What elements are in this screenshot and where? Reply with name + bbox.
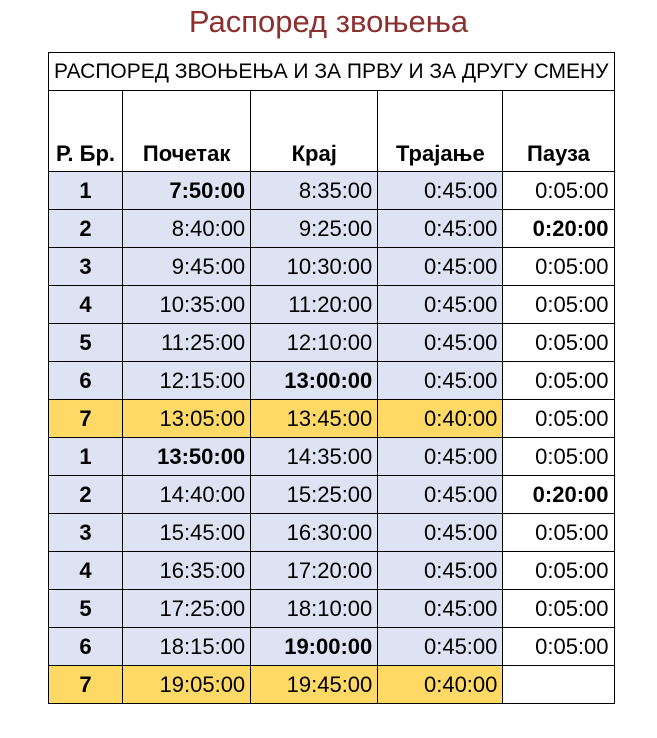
cell-start: 18:15:00	[123, 628, 251, 666]
cell-start: 11:25:00	[123, 324, 251, 362]
cell-number: 7	[49, 400, 123, 438]
cell-start: 10:35:00	[123, 286, 251, 324]
page-title: Распоред звоњења	[188, 4, 469, 39]
cell-pause: 0:20:00	[503, 210, 614, 248]
table-row	[49, 552, 615, 590]
cell-duration: 0:45:00	[378, 324, 503, 362]
cell-start: 13:05:00	[123, 400, 251, 438]
cell-end: 12:10:00	[251, 324, 378, 362]
table-row	[49, 514, 615, 552]
cell-number: 2	[49, 476, 123, 514]
cell-number: 3	[49, 514, 123, 552]
cell-end: 18:10:00	[251, 590, 378, 628]
column-header-end: Крај	[251, 91, 378, 172]
cell-number: 5	[49, 590, 123, 628]
table-heading-row	[49, 53, 615, 91]
cell-end: 10:30:00	[251, 248, 378, 286]
column-header-duration: Трајање	[378, 91, 503, 172]
bell-schedule-table	[48, 52, 615, 704]
column-header-row	[49, 91, 615, 172]
cell-pause: 0:05:00	[503, 362, 614, 400]
cell-pause: 0:05:00	[503, 286, 614, 324]
column-header-pause: Пауза	[503, 91, 614, 172]
table-row	[49, 476, 615, 514]
cell-number: 4	[49, 552, 123, 590]
cell-duration: 0:45:00	[378, 628, 503, 666]
cell-duration: 0:45:00	[378, 476, 503, 514]
cell-end: 19:00:00	[251, 628, 378, 666]
cell-end: 13:45:00	[251, 400, 378, 438]
cell-start: 19:05:00	[123, 666, 251, 704]
cell-duration: 0:45:00	[378, 210, 503, 248]
cell-start: 17:25:00	[123, 590, 251, 628]
cell-pause: 0:05:00	[503, 628, 614, 666]
cell-duration: 0:45:00	[378, 514, 503, 552]
table-row	[49, 666, 615, 704]
cell-duration: 0:40:00	[378, 666, 503, 704]
cell-start: 16:35:00	[123, 552, 251, 590]
cell-number: 5	[49, 324, 123, 362]
cell-end: 16:30:00	[251, 514, 378, 552]
column-header-start: Почетак	[123, 91, 251, 172]
table-row	[49, 324, 615, 362]
cell-end: 9:25:00	[251, 210, 378, 248]
cell-duration: 0:45:00	[378, 248, 503, 286]
cell-duration: 0:45:00	[378, 172, 503, 210]
table-row	[49, 286, 615, 324]
cell-number: 2	[49, 210, 123, 248]
cell-start: 9:45:00	[123, 248, 251, 286]
table-row	[49, 362, 615, 400]
cell-end: 15:25:00	[251, 476, 378, 514]
cell-end: 14:35:00	[251, 438, 378, 476]
cell-duration: 0:45:00	[378, 552, 503, 590]
cell-number: 6	[49, 628, 123, 666]
column-header-number: Р. Бр.	[49, 91, 123, 172]
cell-number: 1	[49, 172, 123, 210]
table-row	[49, 590, 615, 628]
cell-pause: 0:05:00	[503, 438, 614, 476]
cell-pause: 0:05:00	[503, 400, 614, 438]
cell-pause: 0:20:00	[503, 476, 614, 514]
table-row	[49, 438, 615, 476]
cell-pause: 0:05:00	[503, 514, 614, 552]
cell-pause: 0:05:00	[503, 590, 614, 628]
cell-duration: 0:45:00	[378, 590, 503, 628]
cell-duration: 0:45:00	[378, 286, 503, 324]
cell-duration: 0:40:00	[378, 400, 503, 438]
cell-end: 13:00:00	[251, 362, 378, 400]
cell-end: 8:35:00	[251, 172, 378, 210]
table-row	[49, 248, 615, 286]
table-row	[49, 400, 615, 438]
table-row	[49, 628, 615, 666]
cell-start: 15:45:00	[123, 514, 251, 552]
cell-pause: 0:05:00	[503, 552, 614, 590]
cell-number: 4	[49, 286, 123, 324]
cell-start: 12:15:00	[123, 362, 251, 400]
cell-end: 19:45:00	[251, 666, 378, 704]
cell-number: 3	[49, 248, 123, 286]
cell-start: 8:40:00	[123, 210, 251, 248]
cell-end: 11:20:00	[251, 286, 378, 324]
cell-number: 1	[49, 438, 123, 476]
table-row	[49, 210, 615, 248]
cell-duration: 0:45:00	[378, 438, 503, 476]
cell-start: 13:50:00	[123, 438, 251, 476]
cell-duration: 0:45:00	[378, 362, 503, 400]
table-row	[49, 172, 615, 210]
cell-pause: 0:05:00	[503, 324, 614, 362]
cell-start: 7:50:00	[123, 172, 251, 210]
cell-start: 14:40:00	[123, 476, 251, 514]
cell-number: 6	[49, 362, 123, 400]
cell-pause: 0:05:00	[503, 248, 614, 286]
cell-pause: 0:05:00	[503, 172, 614, 210]
table-heading: РАСПОРЕД ЗВОЊЕЊА И ЗА ПРВУ И ЗА ДРУГУ СМЕНУ	[49, 53, 615, 91]
cell-number: 7	[49, 666, 123, 704]
cell-end: 17:20:00	[251, 552, 378, 590]
cell-pause	[503, 666, 614, 704]
